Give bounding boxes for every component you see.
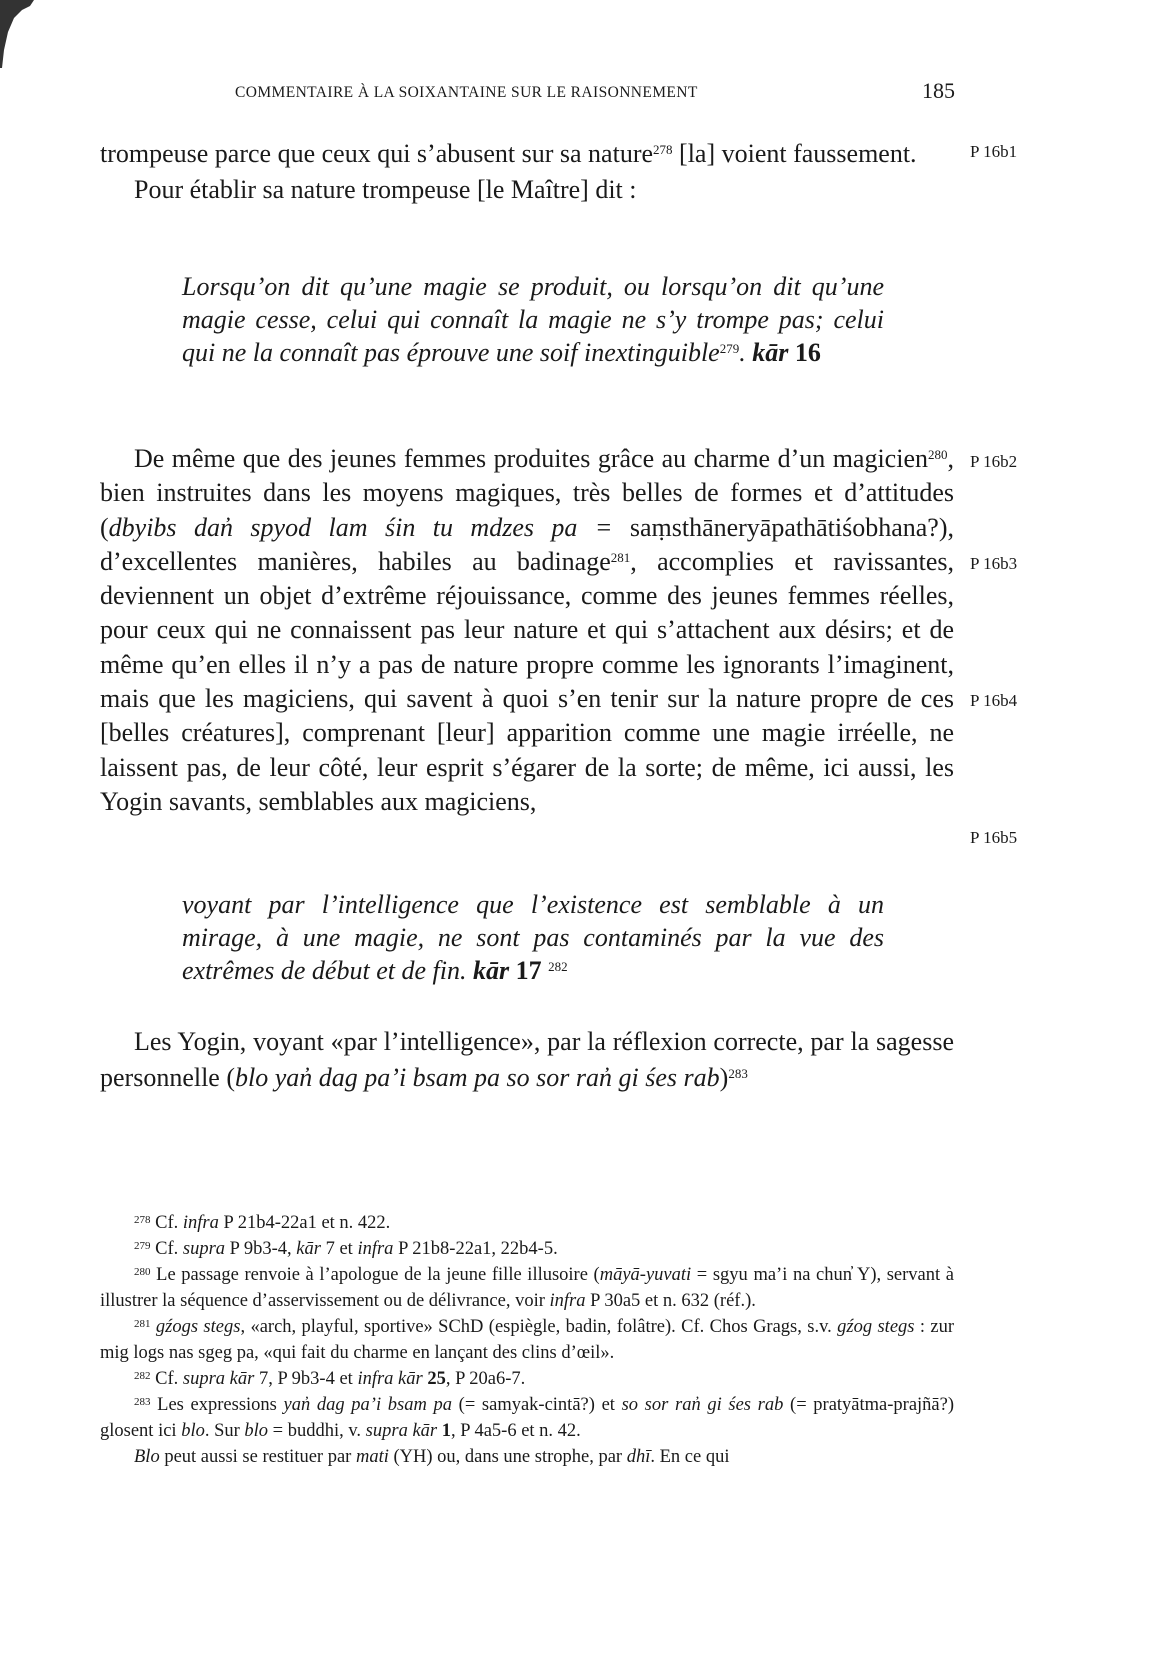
margin-ref: P 16b1 bbox=[970, 142, 1018, 161]
kar-number: 16 bbox=[794, 338, 821, 367]
footnote-280: $^{280}$ Le passage renvoie à l’apologue de la jeune fille illusoire (māyā-yuvati = sgyu ma’i na chun̓ Y), servant à illustrer la séquence d’asservissement ou de délivrance, voir infra P 30a5 et n. 632 (réf.). bbox=[100, 1265, 954, 1311]
scan-corner-mark bbox=[0, 0, 40, 70]
footnote-ref: 280 bbox=[928, 447, 948, 462]
margin-ref: P 16b5 bbox=[970, 828, 1018, 847]
paragraph-1: trompeuse parce que ceux qui s’abusent sur sa nature$^{278}$ [la] voient faussement. Pour établir sa nature trompeuse [le Maître] dit : bbox=[100, 136, 954, 208]
footnote-283-continued: Blo peut aussi se restituer par mati (YH) ou, dans une strophe, par dhī. En ce qui bbox=[134, 1447, 730, 1467]
page-header bbox=[235, 78, 955, 108]
paragraph-2: Pour établir sa nature trompeuse [le Maître] dit : bbox=[134, 175, 637, 204]
footnote-278: $^{278}$ Cf. infra P 21b4-22a1 et n. 422. bbox=[134, 1213, 391, 1233]
kar-number: 17 bbox=[515, 956, 542, 985]
footnote-279: $^{279}$ Cf. supra P 9b3-4, kār 7 et infra P 21b8-22a1, 22b4-5. bbox=[134, 1239, 558, 1259]
footnote-282: $^{282}$ Cf. supra kār 7, P 9b3-4 et infra kār 25, P 20a6-7. bbox=[134, 1369, 526, 1389]
verse-kar-16: Lorsqu’on dit qu’une magie se produit, ou lorsqu’on dit qu’une magie cesse, celui qui connaît la magie ne s’y trompe pas; celui qui ne la connaît pas éprouve une soif inextinguible$^{279}$. kār 16 bbox=[182, 272, 884, 367]
footnote-ref: 282 bbox=[548, 959, 568, 974]
footnote-ref: 279 bbox=[719, 341, 740, 356]
kar-label: kār bbox=[752, 338, 789, 367]
footnote-ref: 281 bbox=[610, 549, 631, 565]
footnote-281: $^{281}$ gźogs stegs, «arch, playful, sportive» SChD (espiègle, badin, folâtre). Cf. Chos Grags, s.v. gźog stegs : zur mig logs nas sgeg pa, «qui fait du charme en lançant des clins d’œil». bbox=[100, 1317, 955, 1363]
running-title: COMMENTAIRE À LA SOIXANTAINE SUR LE RAISONNEMENT bbox=[235, 84, 698, 101]
margin-ref: P 16b4 bbox=[970, 691, 1018, 710]
paragraph-3: De même que des jeunes femmes produites grâce au charme d’un magicien$^{280}$, bien instruites dans les moyens magiques, très belles de formes et d’attitudes (dbyibs dan̓ spyod lam śin tu mdzes pa = saṃsthāneryāpathātiśobhana?), d’excellentes manières, habiles au badinage$^{281}$, accomplies et ravissantes, deviennent un objet d’extrême réjouissance, comme des jeunes femmes réelles, pour ceux qui ne connaissent pas leur nature et qui s’attachent aux désirs; et de même qu’en elles il n’y a pas de nature propre comme les ignorants l’imaginent, mais que les magiciens, qui savent à quoi s’en tenir sur la nature propre de ces [belles créatures], comprenant [leur] apparition comme une magie irréelle, ne laissent pas, de leur côté, leur esprit s’égarer de la sorte; de même, ici aussi, les Yogin savants, semblables aux magiciens, bbox=[100, 444, 954, 816]
margin-ref: P 16b2 bbox=[970, 452, 1018, 471]
footnotes bbox=[100, 1210, 954, 1470]
footnote-ref: 283 bbox=[728, 1066, 748, 1081]
footnote-283: $^{283}$ Les expressions yan̓ dag pa’i bsam pa (= samyak-cintā?) et so sor ran̓ gi śes rab (= pratyātma-prajñā?) glosent ici blo. Sur blo = buddhi, v. supra kār 1, P 4a5-6 et n. 42. bbox=[100, 1395, 955, 1441]
kar-label: kār bbox=[472, 956, 510, 985]
verse-kar-17: voyant par l’intelligence que l’existence est semblable à un mirage, à une magie, ne sont pas contaminés par la vue des extrêmes de début et de fin. kār 17 $^{282}$ bbox=[182, 890, 884, 985]
margin-ref: P 16b3 bbox=[970, 554, 1018, 573]
footnote-ref: 278 bbox=[653, 142, 673, 157]
page-number: 185 bbox=[922, 78, 955, 103]
paragraph-4: Les Yogin, voyant «par l’intelligence», par la réflexion correcte, par la sagesse personnelle (blo yan̓ dag pa’i bsam pa so sor ran̓ gi śes rab)$^{283}$ bbox=[100, 1027, 954, 1092]
